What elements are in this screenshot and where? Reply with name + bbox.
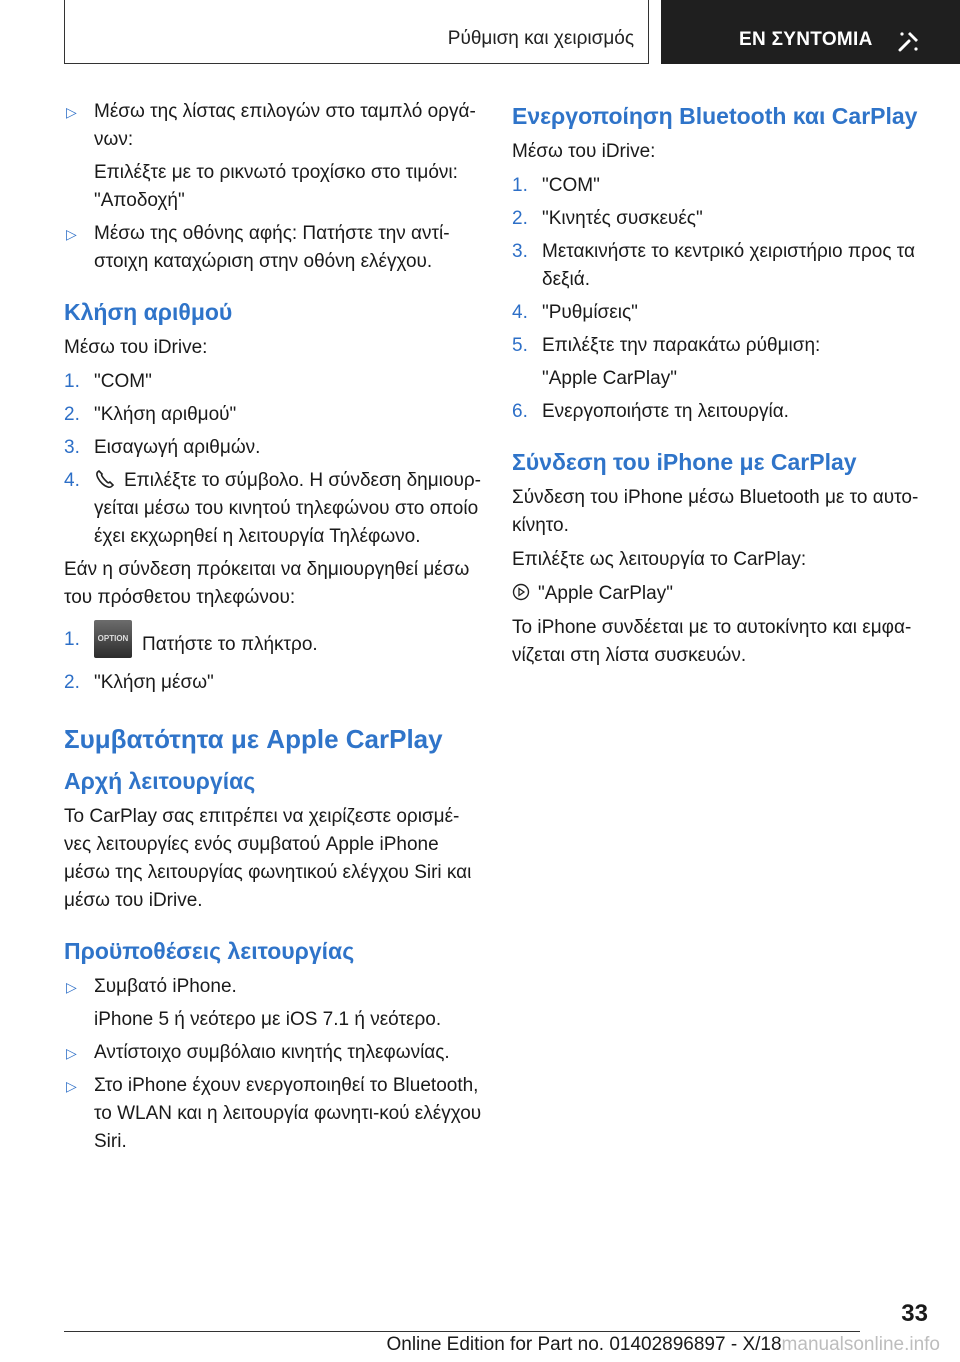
right-column — [512, 98, 927, 670]
triangle-bullet-icon: ▷ — [66, 226, 77, 242]
list-item: 4. Επιλέξτε το σύμβολο. Η σύνδεση δημιουρ-γείται μέσω του κινητού τηλεφώνου στο οποίο έχει εκχωρηθεί η λειτουργία Τηλέφωνο. — [64, 467, 484, 551]
paragraph: Εάν η σύνδεση πρόκειται να δημιουργηθεί μέσω του πρόσθετου τηλεφώνου: — [64, 559, 470, 608]
triangle-bullet-icon: ▷ — [66, 1045, 77, 1061]
list-item: 4. "Ρυθμίσεις" — [512, 302, 638, 323]
list-item: 2. "Κλήση αριθμού" — [64, 404, 237, 425]
watermark: manualsonline.info — [781, 1334, 940, 1355]
triangle-bullet-icon: ▷ — [66, 1078, 77, 1094]
carplay-item: "Apple CarPlay" — [512, 580, 927, 608]
triangle-bullet-icon: ▷ — [66, 979, 77, 995]
list-item: 1. "COM" — [512, 175, 600, 196]
list-item: 1. "COM" — [64, 371, 152, 392]
page-number: 33 — [901, 1300, 928, 1327]
list-item: ▷ Αντίστοιχο συμβόλαιο κινητής τηλεφωνίας. — [64, 1039, 484, 1067]
heading-principle: Αρχή λειτουργίας — [64, 768, 256, 794]
header-section-title: Ρύθμιση και χειρισμός — [447, 28, 634, 49]
paragraph: Επιλέξτε ως λειτουργία το CarPlay: — [512, 549, 807, 570]
header-quick-tab[interactable] — [661, 0, 960, 64]
wrench-icon — [896, 30, 920, 52]
heading-bluetooth-carplay: Ενεργοποίηση Bluetooth και CarPlay — [512, 103, 918, 129]
list-item: 2. "Κινητές συσκευές" — [512, 208, 703, 229]
list-item: 1. OPTION Πατήστε το πλήκτρο. — [64, 626, 484, 664]
header-quick-title: ΕΝ ΣΥΝΤΟΜΙΑ — [739, 29, 873, 50]
footer-divider — [64, 1331, 860, 1332]
heading-carplay-compat: Συμβατότητα με Apple CarPlay — [64, 724, 443, 754]
list-item: 2. "Κλήση μέσω" — [64, 672, 214, 693]
paragraph: Το iPhone συνδέεται με το αυτοκίνητο και εμφα-νίζεται στη λίστα συσκευών. — [512, 617, 912, 666]
list-item: ▷ Στο iPhone έχουν ενεργοποιηθεί το Bluetooth, το WLAN και η λειτουργία φωνητι-κού ελέγχου Siri. — [64, 1072, 484, 1156]
play-circle-icon — [512, 583, 530, 601]
paragraph: Μέσω του iDrive: — [512, 141, 656, 162]
footer-edition: Online Edition for Part no. 01402896897 - X/18manualsonline.info — [386, 1334, 940, 1355]
sub-text: iPhone 5 ή νεότερο με iOS 7.1 ή νεότερο. — [94, 1009, 442, 1030]
left-column — [64, 98, 484, 1161]
list-item: 3. Εισαγωγή αριθμών. — [64, 437, 261, 458]
heading-call-number: Κλήση αριθμού — [64, 299, 233, 325]
list-item: ▷ Μέσω της λίστας επιλογών στο ταμπλό οργά-νων: — [64, 98, 484, 154]
sub-text: "Apple CarPlay" — [542, 368, 677, 389]
sub-text: Επιλέξτε με το ρικνωτό τροχίσκο στο τιμόνι: "Αποδοχή" — [94, 162, 458, 211]
phone-handset-icon — [94, 468, 116, 490]
list-item: ▷ Μέσω της οθόνης αφής: Πατήστε την αντί-στοιχη καταχώριση στην οθόνη ελέγχου. — [64, 220, 484, 276]
list-item: 6. Ενεργοποιήστε τη λειτουργία. — [512, 401, 789, 422]
list-item: ▷ Συμβατό iPhone. — [64, 973, 484, 1001]
list-item: 3. Μετακινήστε το κεντρικό χειριστήριο προς τα δεξιά. — [512, 241, 915, 290]
list-item: 5. Επιλέξτε την παρακάτω ρύθμιση: — [512, 335, 821, 356]
option-button-icon: OPTION — [94, 620, 132, 658]
paragraph: Σύνδεση του iPhone μέσω Bluetooth με το αυτο-κίνητο. — [512, 487, 919, 536]
heading-connect-iphone: Σύνδεση του iPhone με CarPlay — [512, 449, 857, 475]
header-section-tab[interactable] — [64, 0, 649, 64]
paragraph: Μέσω του iDrive: — [64, 337, 208, 358]
heading-prerequisites: Προϋποθέσεις λειτουργίας — [64, 938, 355, 964]
triangle-bullet-icon: ▷ — [66, 104, 77, 120]
paragraph: Το CarPlay σας επιτρέπει να χειρίζεστε ορισμέ-νες λειτουργίες ενός συμβατού Apple iPhone μέσω της λειτουργίας φωνητικού ελέγχου Siri και μέσω του iDrive. — [64, 806, 472, 911]
